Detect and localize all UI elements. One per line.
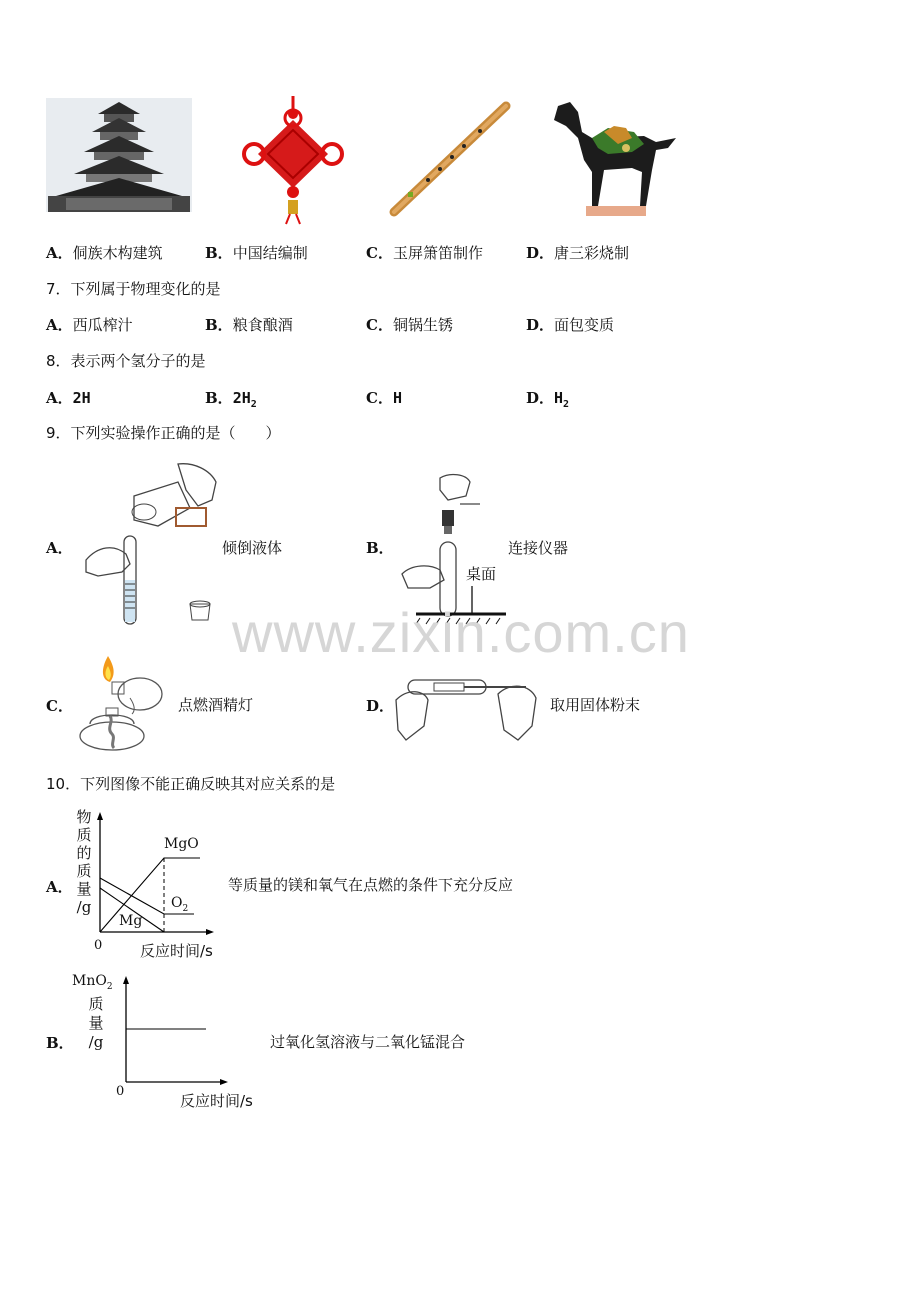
- q6-option-c-label: C．: [366, 244, 393, 262]
- q10-stem: 10．下列图像不能正确反映其对应关系的是: [46, 775, 336, 793]
- q10-b-ylabel: [86, 995, 106, 1052]
- q10-b-y-arrow: [123, 976, 129, 984]
- q9-option-a-text: 倾倒液体: [222, 539, 283, 557]
- q10-b-x-arrow: [220, 1079, 228, 1085]
- q8-option-b-sub: 2: [250, 399, 257, 410]
- q10-b-ylabel-char: 量: [88, 1014, 104, 1032]
- q6-option-c-text: 玉屏箫笛制作: [392, 244, 483, 262]
- q10-b-origin: 0: [116, 1084, 125, 1099]
- q7-option-a-label: A．: [46, 316, 73, 334]
- q10-a-y-arrow: [97, 812, 103, 820]
- q10-a-ylabel-char: /g: [76, 898, 92, 916]
- watermark: www.zixin.com.cn: [232, 601, 690, 664]
- q7-option-c-text: 铜锅生锈: [392, 316, 453, 334]
- q10-a-ylabel-char: 质: [76, 862, 92, 880]
- q10-b-text: 过氧化氢溶液与二氧化锰混合: [270, 1033, 466, 1051]
- q10-a-series-mgo: MgO: [164, 836, 199, 852]
- q6-option-a-label: A．: [46, 244, 73, 262]
- powder-tube-image: [394, 670, 542, 744]
- q7-option-b-text: 粮食酿酒: [232, 316, 293, 334]
- q8-option-d-sub: 2: [563, 399, 570, 410]
- q10-b-ylabel-top-sub: 2: [106, 981, 113, 992]
- q7-stem: 7．下列属于物理变化的是: [46, 280, 221, 298]
- q8-option-b-text: 2H: [232, 389, 251, 407]
- q9-option-d-text: 取用固体粉末: [550, 696, 641, 714]
- q10-b-label: B．: [46, 1034, 74, 1052]
- q10-b-ylabel-char: 质: [88, 995, 104, 1013]
- q10-a-xlabel: 反应时间/s: [140, 942, 213, 960]
- q10-a-series-mg: Mg: [119, 913, 143, 929]
- q8-option-b-label: B．: [205, 389, 233, 407]
- q10-a-ylabel: [74, 808, 94, 916]
- q6-option-b-text: 中国结编制: [232, 244, 308, 262]
- q6-option-d-label: D．: [526, 244, 555, 262]
- q10-b-ylabel-char: /g: [88, 1033, 104, 1051]
- q7-option-b-label: B．: [205, 316, 233, 334]
- q8-option-a-text: 2H: [72, 389, 91, 407]
- q10-b-ylabel-top: MnO: [72, 973, 107, 989]
- q9-option-b-label: B．: [366, 539, 394, 557]
- q10-b-chart: [122, 976, 232, 1088]
- q7-option-c-label: C．: [366, 316, 393, 334]
- q9-option-b-text: 连接仪器: [508, 539, 569, 557]
- q9-option-a-label: A．: [46, 539, 73, 557]
- q10-a-series-o2-sub: 2: [182, 903, 189, 914]
- q9-option-c-text: 点燃酒精灯: [178, 696, 254, 714]
- q10-a-series-o2: O: [171, 895, 183, 911]
- q10-a-ylabel-char: 量: [76, 880, 92, 898]
- q9-option-c-label: C．: [46, 697, 73, 715]
- q8-option-d-label: D．: [526, 389, 555, 407]
- q7-option-a-text: 西瓜榨汁: [72, 316, 133, 334]
- q8-option-d-text: H: [554, 389, 564, 407]
- q9-option-b-extra: 桌面: [466, 565, 497, 583]
- q7-option-d-label: D．: [526, 316, 555, 334]
- q10-a-text: 等质量的镁和氧气在点燃的条件下充分反应: [228, 876, 514, 894]
- q8-option-a-label: A．: [46, 389, 73, 407]
- q10-a-ylabel-char: 物: [76, 808, 92, 826]
- q6-option-b-label: B．: [205, 244, 233, 262]
- q10-a-label: A．: [46, 878, 73, 896]
- q6-option-a-text: 侗族木构建筑: [72, 244, 163, 262]
- pour-liquid-image: [78, 460, 228, 630]
- q10-a-x-arrow: [206, 929, 214, 935]
- q7-option-d-text: 面包变质: [554, 316, 615, 334]
- q8-option-c-label: C．: [366, 389, 393, 407]
- q10-a-ylabel-char: 质: [76, 826, 92, 844]
- drum-tower-image: [46, 98, 192, 212]
- q8-option-c-text: H: [392, 389, 402, 407]
- tang-horse-image: [548, 98, 684, 220]
- q10-b-xlabel: 反应时间/s: [180, 1092, 253, 1110]
- q9-stem: 9．下列实验操作正确的是（ ）: [46, 424, 281, 442]
- q10-a-origin: 0: [94, 938, 103, 953]
- q9-option-d-label: D．: [366, 697, 395, 715]
- q8-stem: 8．表示两个氢分子的是: [46, 352, 206, 370]
- q6-option-d-text: 唐三彩烧制: [554, 244, 630, 262]
- q10-a-chart: [96, 812, 216, 936]
- chinese-knot-image: [232, 96, 354, 224]
- flute-image: [388, 100, 512, 218]
- q10-a-ylabel-char: 的: [76, 844, 92, 862]
- alcohol-lamp-image: [70, 652, 174, 754]
